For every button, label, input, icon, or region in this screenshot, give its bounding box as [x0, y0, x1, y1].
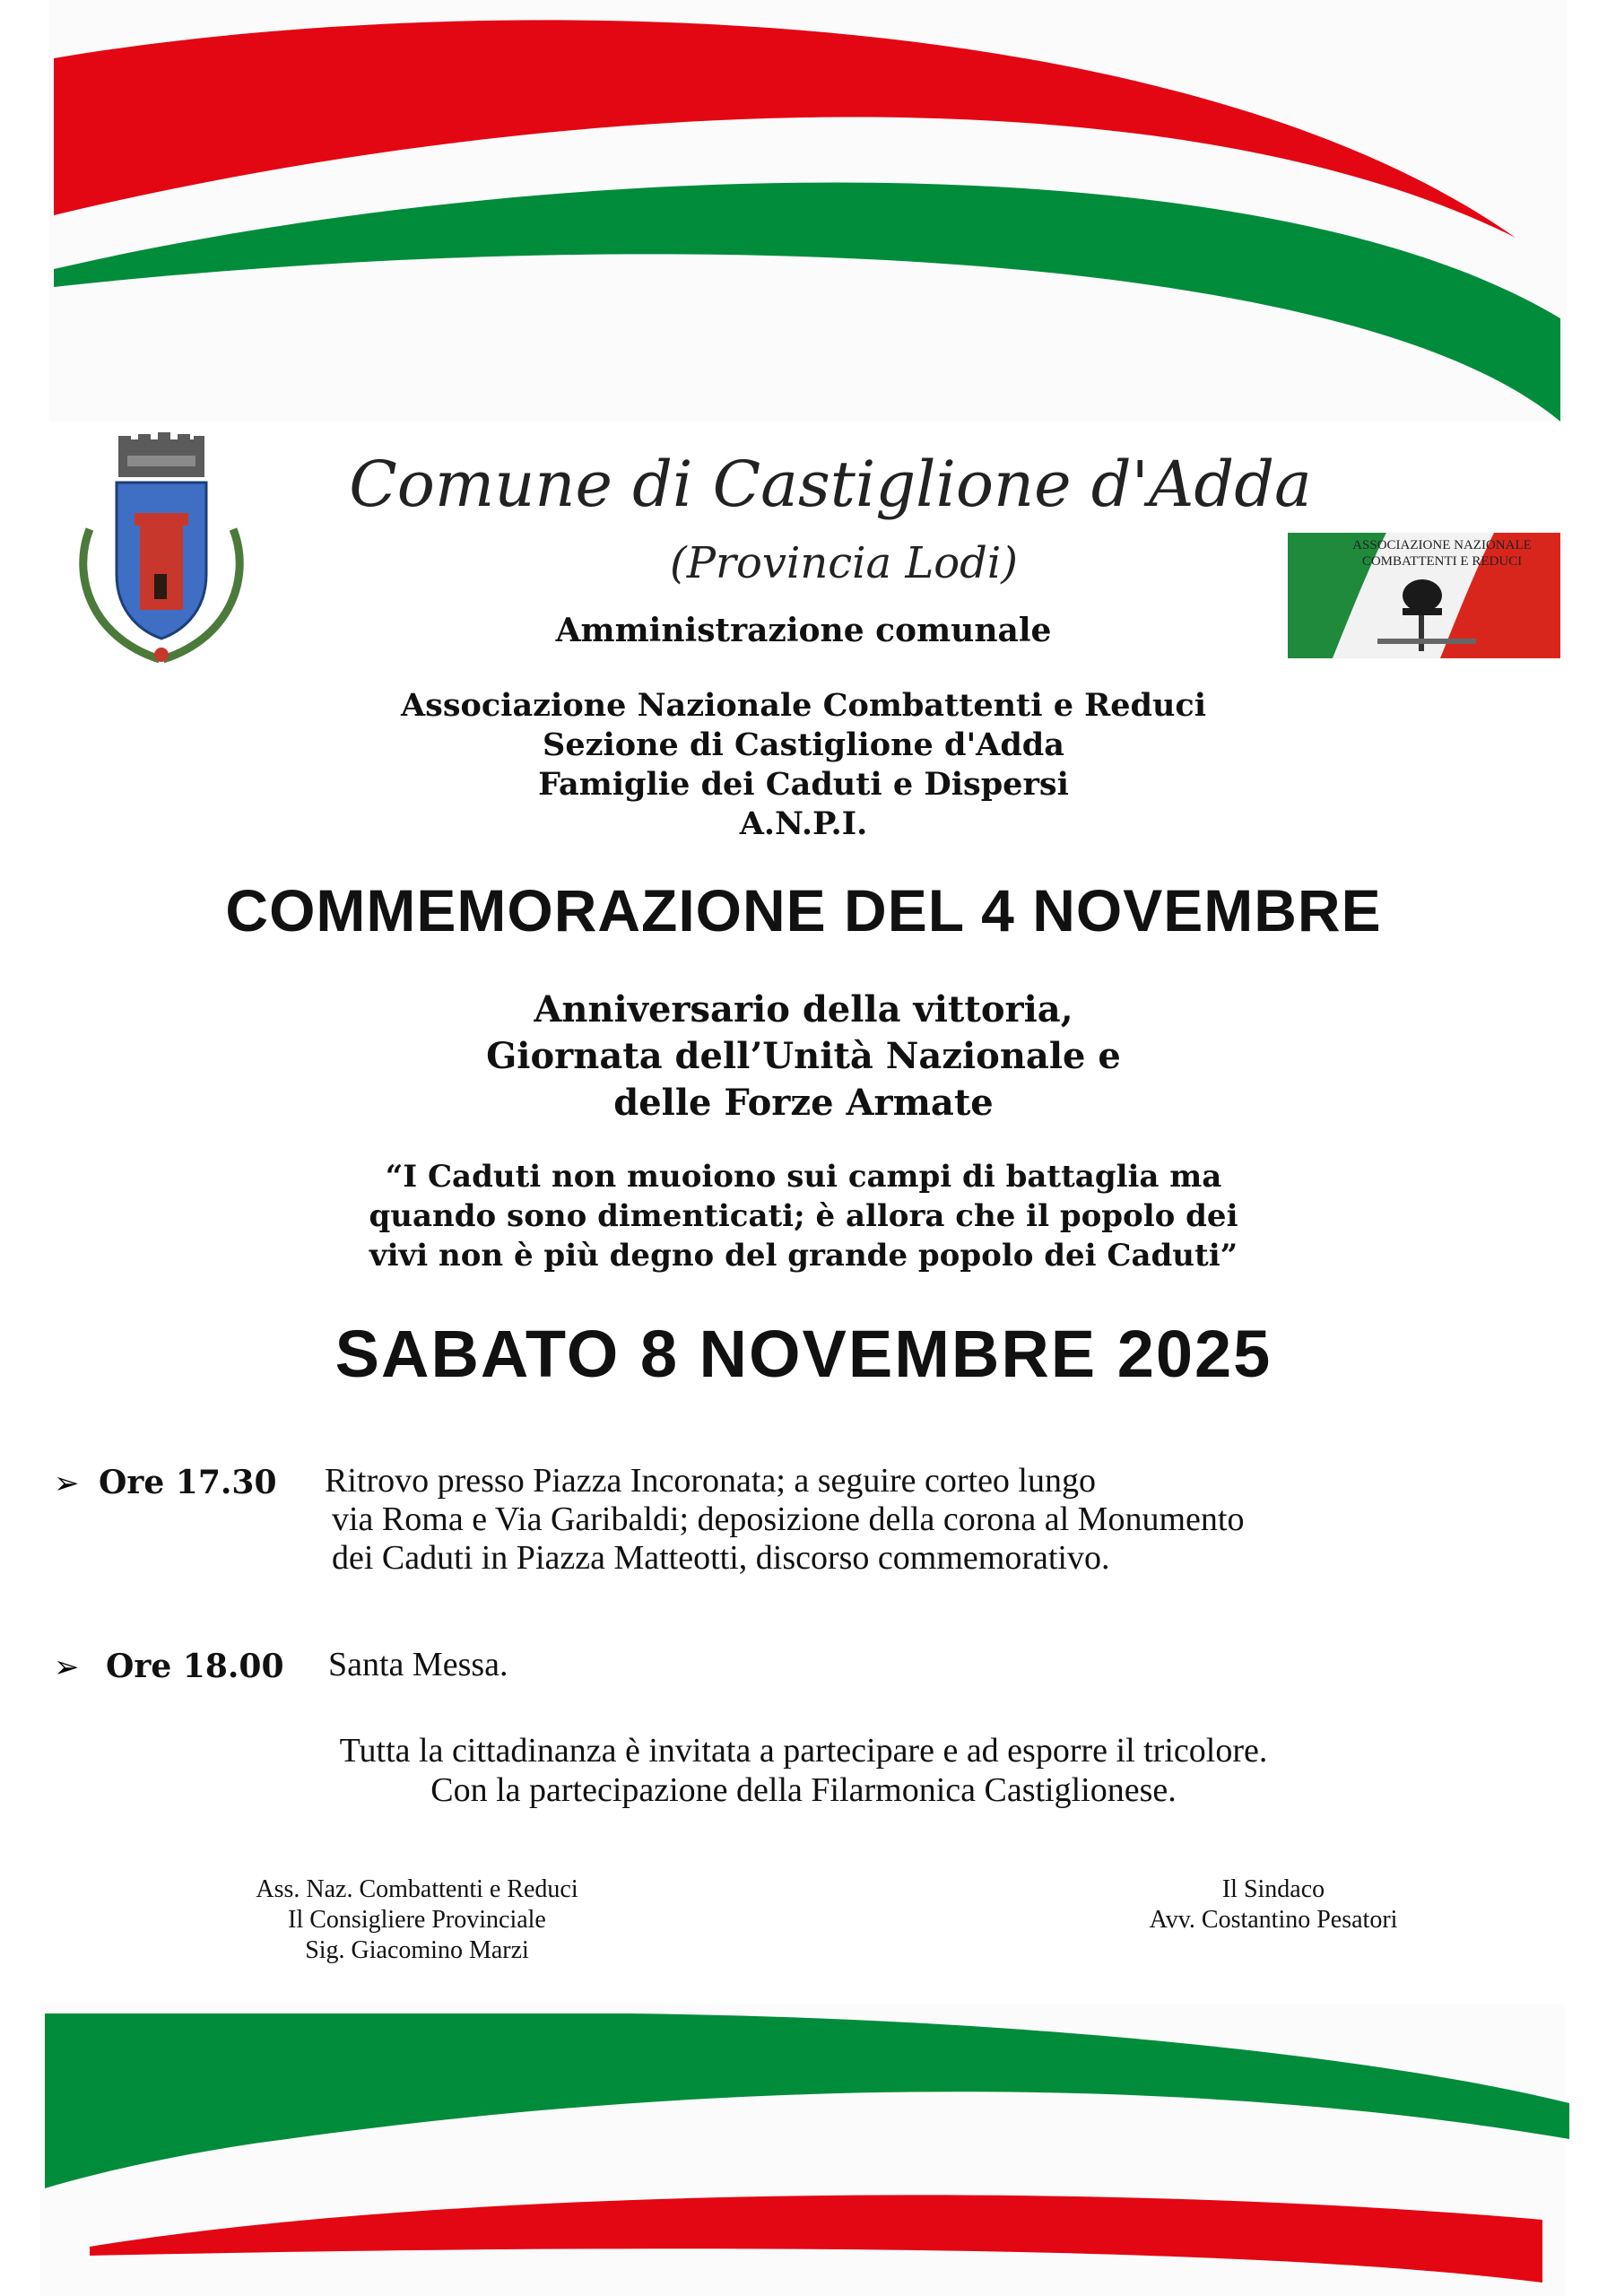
schedule-line: dei Caduti in Piazza Matteotti, discorso commemorativo. — [332, 1539, 1110, 1577]
signature-line: Il Sindaco — [1221, 1875, 1325, 1903]
invitation-line: Con la partecipazione della Filarmonica Castiglionese. — [430, 1771, 1177, 1809]
event-date: SABATO 8 NOVEMBRE 2025 — [334, 1317, 1273, 1391]
main-title: COMMEMORAZIONE DEL 4 NOVEMBRE — [225, 877, 1382, 944]
subtitle-line: delle Forze Armate — [613, 1082, 994, 1124]
organizations-block — [0, 686, 1607, 844]
subtitle-line: Anniversario della vittoria, — [534, 988, 1073, 1031]
top-tricolore-swoosh — [0, 0, 1607, 422]
subtitle-block — [0, 987, 1607, 1126]
schedule-description — [325, 1462, 1580, 1578]
organization-line: A.N.P.I. — [739, 805, 868, 842]
badge-line-1: ASSOCIAZIONE NAZIONALE — [1352, 538, 1532, 552]
arrow-bullet-icon: ➢ — [54, 1465, 80, 1501]
signature-line: Avv. Costantino Pesatori — [1149, 1906, 1398, 1934]
subtitle-line: Giornata dell’Unità Nazionale e — [486, 1035, 1121, 1077]
schedule-line: via Roma e Via Garibaldi; deposizione della corona al Monumento — [332, 1500, 1245, 1538]
schedule-item — [54, 1646, 1578, 1691]
badge-line-2: COMBATTENTI E REDUCI — [1361, 554, 1523, 569]
signature-line: Sig. Giacomino Marzi — [305, 1936, 529, 1964]
schedule-description — [328, 1646, 1584, 1684]
schedule-time: Ore 18.00 — [106, 1648, 284, 1685]
province-subtitle: (Provincia Lodi) — [670, 538, 1018, 588]
signature-right — [1085, 1874, 1462, 1935]
invitation-block — [0, 1731, 1607, 1810]
schedule-line: Ritrovo presso Piazza Incoronata; a seguire corteo lungo — [325, 1462, 1096, 1500]
schedule-time: Ore 17.30 — [99, 1464, 277, 1501]
quote-line: vivi non è più degno del grande popolo dei Caduti” — [369, 1238, 1238, 1274]
organization-line: Associazione Nazionale Combattenti e Reduci — [400, 687, 1207, 724]
signature-left — [179, 1874, 655, 1966]
bottom-tricolore-swoosh — [0, 2005, 1607, 2296]
schedule-item — [54, 1462, 1578, 1587]
quote-line: quando sono dimenticati; è allora che il popolo dei — [369, 1198, 1238, 1234]
signature-line: Ass. Naz. Combattenti e Reduci — [256, 1875, 578, 1903]
ancr-badge — [1288, 533, 1560, 658]
quote-line: “I Caduti non muoiono sui campi di battaglia ma — [385, 1159, 1222, 1195]
organization-line: Sezione di Castiglione d'Adda — [543, 726, 1064, 763]
invitation-line: Tutta la cittadinanza è invitata a partecipare e ad esporre il tricolore. — [339, 1732, 1268, 1770]
quote-block — [0, 1157, 1607, 1275]
schedule-line: Santa Messa. — [328, 1646, 508, 1683]
organization-line: Famiglie dei Caduti e Dispersi — [538, 766, 1069, 803]
administration-heading: Amministrazione comunale — [555, 612, 1052, 649]
municipality-title: Comune di Castiglione d'Adda — [349, 448, 1312, 521]
arrow-bullet-icon: ➢ — [54, 1649, 80, 1685]
signature-line: Il Consigliere Provinciale — [288, 1906, 546, 1934]
